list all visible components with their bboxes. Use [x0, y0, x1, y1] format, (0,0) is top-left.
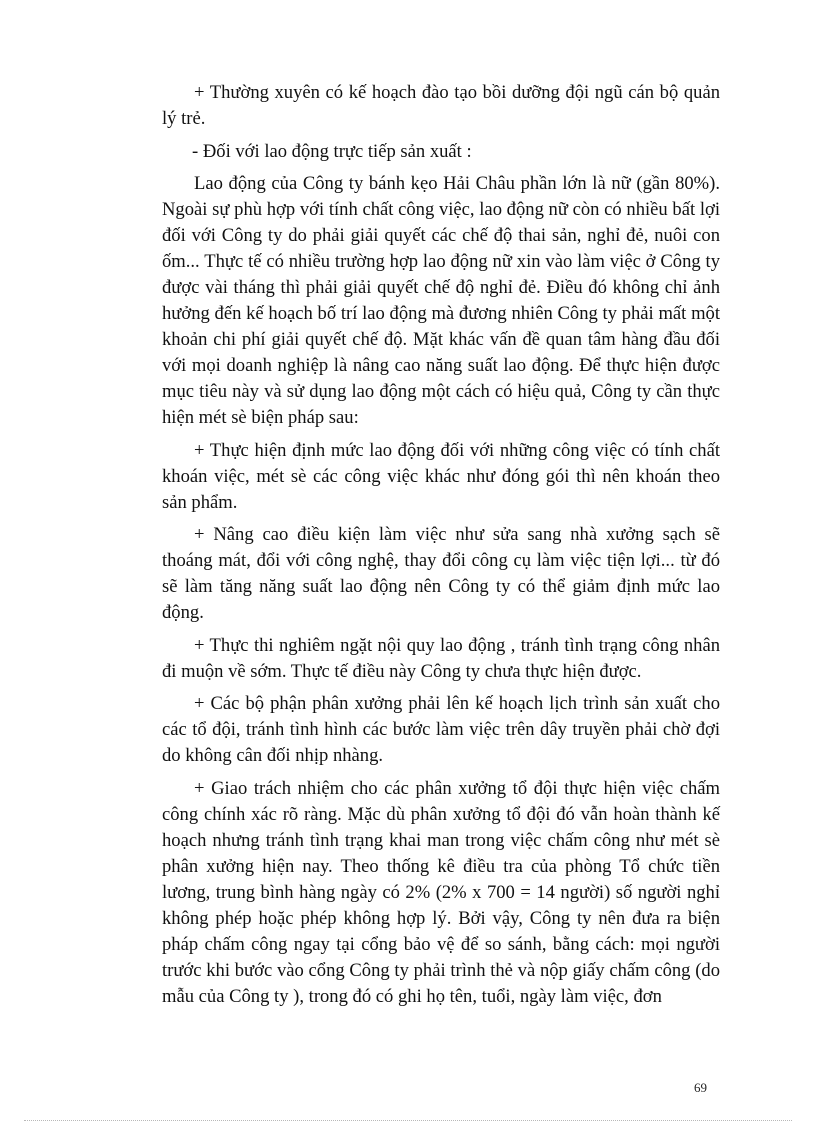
paragraph-labor-norms: + Thực hiện định mức lao động đối với những công việc có tính chất khoán việc, mét sè các công việc khác như đóng gói thì nên khoán theo sản phẩm.: [162, 439, 720, 513]
document-body: [162, 80, 720, 1016]
paragraph-production-schedule: + Các bộ phận phân xưởng phải lên kế hoạch lịch trình sản xuất cho các tổ đội, tránh tình hình các bước làm việc trên dây truyền phải chờ đợi do không cân đối nhịp nhàng.: [162, 693, 720, 766]
paragraph-working-conditions: + Nâng cao điều kiện làm việc như sửa sang nhà xưởng sạch sẽ thoáng mát, đổi với công nghệ, thay đổi công cụ làm việc tiện lợi... từ đó sẽ làm tăng năng suất lao động nên Công ty có thể giảm định mức lao động.: [162, 524, 720, 623]
page-bottom-border: [24, 1120, 792, 1121]
paragraph-timekeeping: + Giao trách nhiệm cho các phân xưởng tổ đội thực hiện việc chấm công chính xác rõ ràng. Mặc dù phân xưởng tổ đội đó vẫn hoàn thành kế hoạch nhưng tránh tình trạng khai man trong việc chấm công như mét sè phân xưởng hiện nay. Theo thống kê điều tra của phòng Tổ chức tiền lương, trung bình hàng ngày có 2% (2% x 700 = 14 người) số người nghỉ không phép hoặc phép không hợp lý. Bởi vậy, Công ty nên đưa ra biện pháp chấm công ngay tại cổng bảo vệ để so sánh, bằng cách: mọi người trước khi bước vào cổng Công ty phải trình thẻ và nộp giấy chấm công (do mẫu của Công ty ), trong đó có ghi họ tên, tuổi, ngày làm việc, đơn: [162, 777, 720, 1007]
page-number: 69: [694, 1080, 707, 1095]
paragraph-training-young-managers: + Thường xuyên có kế hoạch đào tạo bồi dưỡng đội ngũ cán bộ quản lý trẻ.: [162, 82, 720, 129]
paragraph-female-labor: Lao động của Công ty bánh kẹo Hải Châu phần lớn là nữ (gần 80%). Ngoài sự phù hợp với tính chất công việc, lao động nữ còn có nhiều bất lợi đối với Công ty do phải giải quyết các chế độ thai sản, nghỉ đẻ, nuôi con ốm... Thực tế có nhiều trường hợp lao động nữ xin vào làm việc ở Công ty được vài tháng thì phải giải quyết chế độ nghỉ đẻ. Điều đó không chỉ ảnh hưởng đến kế hoạch bố trí lao động mà đương nhiên Công ty phải mất một khoản chi phí giải quyết chế độ. Mặt khác vấn đề quan tâm hàng đầu đối với mọi doanh nghiệp là nâng cao năng suất lao động. Để thực hiện được mục tiêu này và sử dụng lao động một cách có hiệu quả, Công ty cần thực hiện mét sè biện pháp sau:: [162, 173, 720, 428]
paragraph-labor-rules: + Thực thi nghiêm ngặt nội quy lao động , tránh tình trạng công nhân đi muộn về sớm. Thực tế điều này Công ty chưa thực hiện được.: [162, 634, 720, 682]
paragraph-direct-labor-heading: - Đối với lao động trực tiếp sản xuất :: [192, 140, 472, 162]
